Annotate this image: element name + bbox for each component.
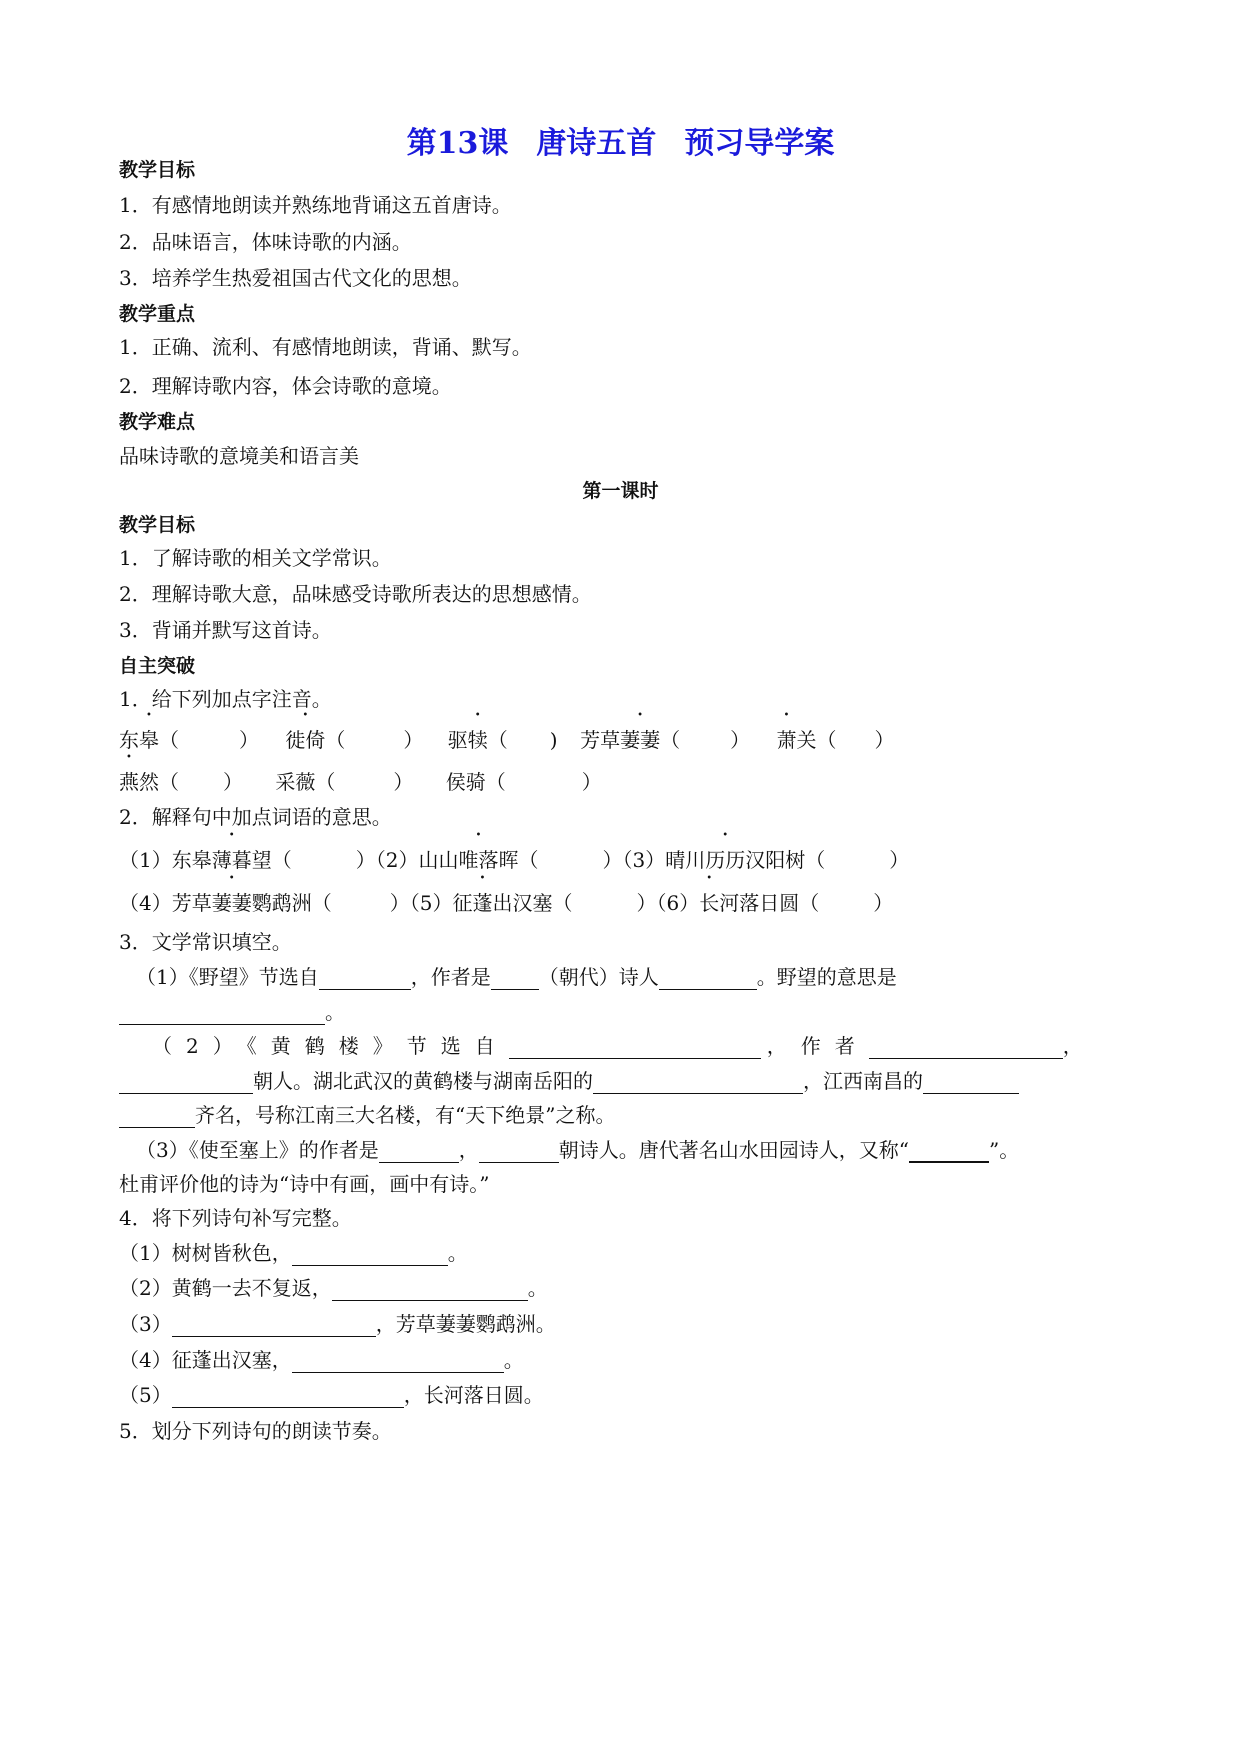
poem-fill-2: （2）黄鹤一去不复返， 。 — [119, 1276, 548, 1300]
fill-item-2-line-3: 齐名，号称江南三大名楼，有“天下绝景”之称。 — [119, 1102, 615, 1128]
objective-item-3: 3．培养学生热爱祖国古代文化的思想。 — [119, 266, 472, 290]
answer-blank[interactable] — [593, 1073, 803, 1094]
lesson-heading: 第一课时 — [582, 480, 659, 502]
fill-item-3-line-2: 杜甫评价他的诗为“诗中有画，画中有诗。” — [119, 1172, 490, 1196]
answer-blank[interactable] — [292, 1245, 448, 1266]
question-5: 5．划分下列诗句的朗读节奏。 — [119, 1419, 392, 1443]
question-3: 3．文学常识填空。 — [119, 930, 292, 954]
objective-item-2: 2．品味语言，体味诗歌的内涵。 — [119, 230, 412, 254]
section-heading-difficulties: 教学难点 — [119, 411, 196, 433]
fill-item-1-line-2: 。 — [119, 999, 345, 1025]
poem-fill-1: （1）树树皆秋色， 。 — [119, 1241, 468, 1265]
key-point-item-1: 1．正确、流利、有感情地朗读，背诵、默写。 — [119, 335, 532, 359]
poem-fill-4: （4）征蓬出汉塞， 。 — [119, 1348, 524, 1372]
answer-blank[interactable] — [332, 1280, 528, 1301]
answer-blank[interactable] — [172, 1387, 404, 1408]
title-lesson-name: 唐诗五首 — [536, 126, 657, 161]
lesson-objective-item-2: 2．理解诗歌大意，品味感受诗歌所表达的思想感情。 — [119, 582, 592, 606]
lesson-objective-item-1: 1．了解诗歌的相关文学常识。 — [119, 546, 392, 570]
pinyin-row-1: 东皋（ ） 徙倚（ ） 驱犊（ ) 芳草萋萋（ ） 萧关（ ） — [119, 728, 895, 752]
question-4: 4．将下列诗句补写完整。 — [119, 1206, 352, 1230]
poem-fill-5: （5） ，长河落日圆。 — [119, 1383, 544, 1407]
explain-row-2: （4）芳草萋萋鹦鹉洲（ ）（5）征蓬出汉塞（ ）（6）长河落日圆（ ） — [119, 891, 894, 915]
answer-blank[interactable] — [923, 1073, 1019, 1094]
answer-blank[interactable] — [119, 1004, 325, 1025]
answer-blank[interactable] — [509, 1038, 761, 1059]
fill-item-2-line-2: 朝人。湖北武汉的黄鹤楼与湖南岳阳的 ，江西南昌的 — [119, 1068, 1019, 1094]
answer-blank[interactable] — [379, 1142, 459, 1163]
pinyin-row-2: 燕然（ ） 采薇（ ） 侯骑（ ） — [119, 770, 602, 794]
answer-blank[interactable] — [659, 969, 757, 990]
answer-blank[interactable] — [479, 1142, 559, 1163]
answer-blank[interactable] — [491, 969, 539, 990]
fill-item-2-line-1: （2）《黄鹤楼》节选自 ，作者 ， — [152, 1034, 1083, 1058]
objective-item-1: 1．有感情地朗读并熟练地背诵这五首唐诗。 — [119, 193, 512, 217]
section-heading-objectives: 教学目标 — [119, 159, 196, 181]
question-1: 1．给下列加点字注音。 — [119, 687, 332, 711]
page-title — [0, 118, 1241, 162]
key-point-item-2: 2．理解诗歌内容，体会诗歌的意境。 — [119, 374, 452, 398]
section-heading-self-practice: 自主突破 — [119, 655, 196, 677]
section-heading-key-points: 教学重点 — [119, 303, 196, 325]
poem-fill-3: （3） ，芳草萋萋鹦鹉洲。 — [119, 1312, 556, 1336]
difficulty-text: 品味诗歌的意境美和语言美 — [119, 444, 359, 468]
section-heading-lesson-objectives: 教学目标 — [119, 514, 196, 536]
fill-item-3-line-1: （3）《使至塞上》的作者是 ， 朝诗人。唐代著名山水田园诗人，又称“ ”。 — [136, 1138, 1020, 1162]
answer-blank[interactable] — [172, 1316, 376, 1337]
answer-blank[interactable] — [119, 1073, 253, 1094]
answer-blank[interactable] — [869, 1038, 1063, 1059]
explain-row-1: （1）东皋薄暮望（ ）（2）山山唯落晖（ ）（3）晴川历历汉阳树（ ） — [119, 848, 910, 872]
answer-blank[interactable] — [292, 1352, 504, 1373]
answer-blank[interactable] — [119, 1107, 195, 1128]
title-doc-type: 预习导学案 — [684, 126, 835, 161]
fill-item-1-line-1: （1）《野望》节选自 ，作者是 （朝代）诗人 。野望的意思是 — [136, 965, 897, 989]
question-2: 2．解释句中加点词语的意思。 — [119, 805, 392, 829]
answer-blank[interactable] — [319, 969, 411, 990]
answer-blank[interactable] — [909, 1141, 989, 1163]
lesson-objective-item-3: 3．背诵并默写这首诗。 — [119, 618, 332, 642]
title-lesson-number: 第13课 — [406, 126, 509, 161]
